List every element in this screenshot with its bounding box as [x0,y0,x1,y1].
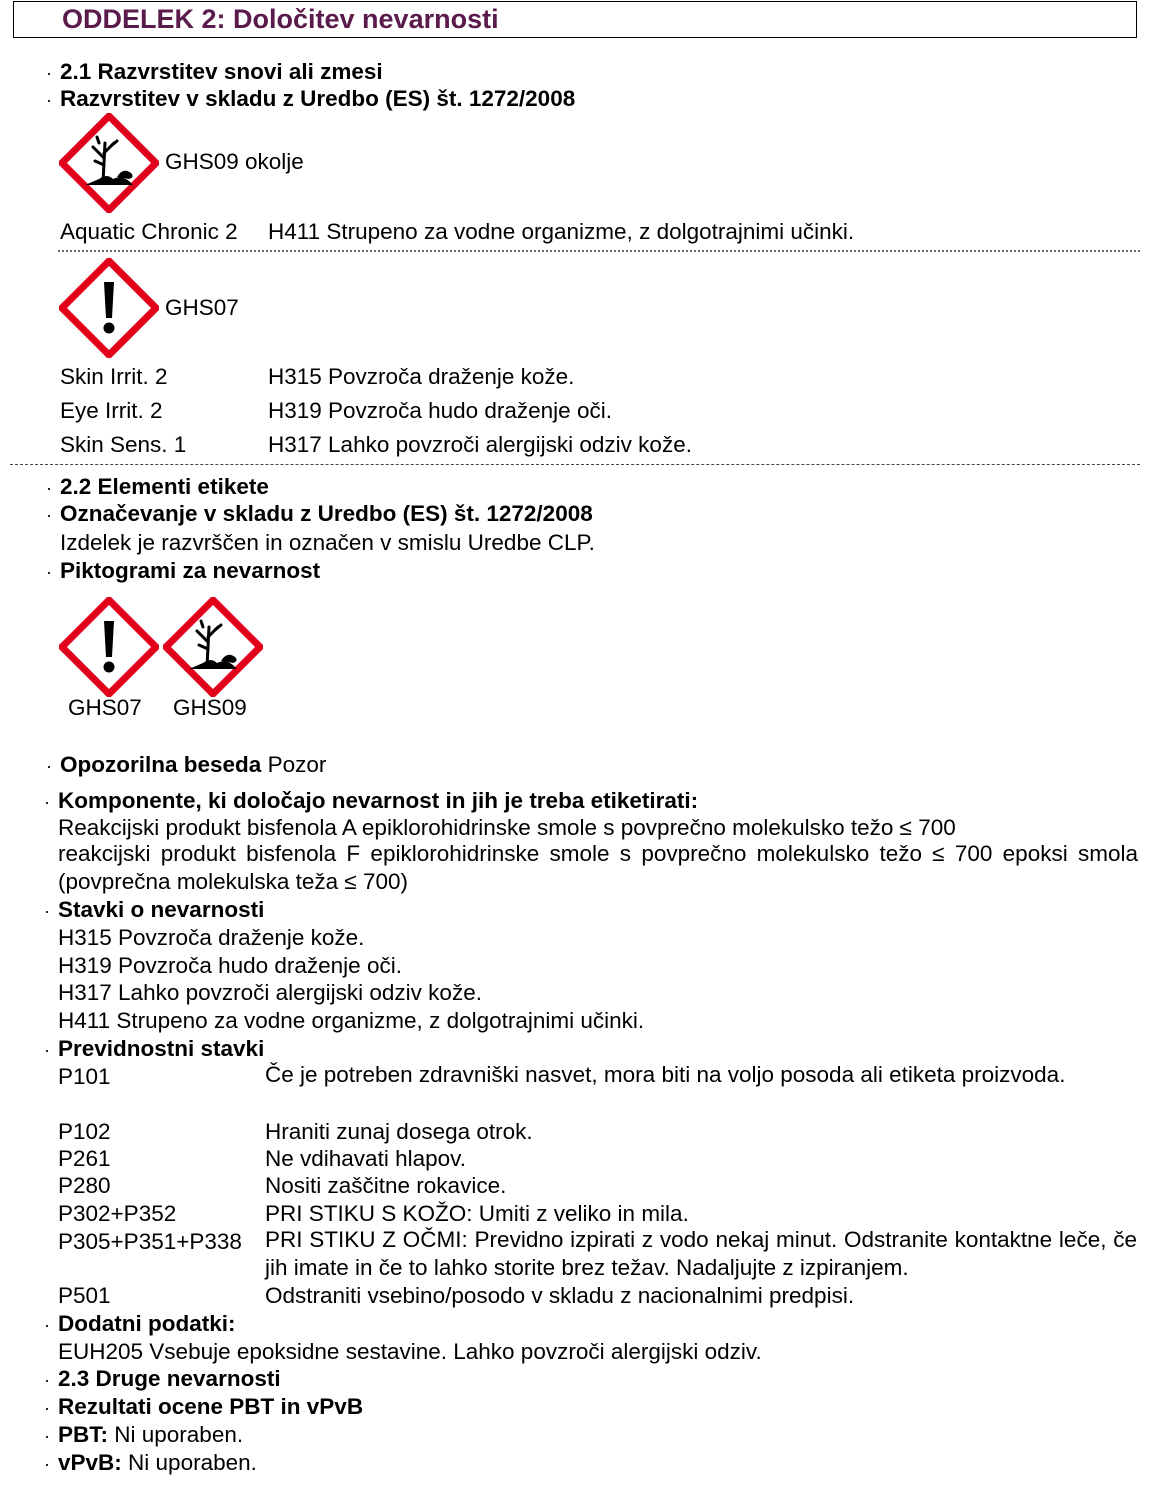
hazard-statement: H315 Povzroča draženje kože. [268,364,575,389]
heading-additional: Dodatni podatki: [58,1311,236,1336]
hazard-statement: H317 Lahko povzroči alergijski odziv kože. [268,432,692,457]
pbt-value: Ni uporaben. [114,1422,244,1447]
hazard-statement: H315 Povzroča draženje kože. [58,925,365,950]
precaution-text: Če je potreben zdravniški nasvet, mora biti na voljo posoda ali etiketa proizvoda. [265,1062,1066,1087]
pictogram-label: GHS07 [165,295,239,320]
classification-class: Skin Irrit. 2 [60,364,168,389]
heading-precautions: Previdnostni stavki [58,1036,265,1061]
precaution-text: Nositi zaščitne rokavice. [265,1173,507,1198]
hazard-statement: H317 Lahko povzroči alergijski odziv kože. [58,980,482,1005]
precaution-text: PRI STIKU S KOŽO: Umiti z veliko in mila. [265,1201,689,1226]
heading-hazard-statements: Stavki o nevarnosti [58,897,265,922]
precaution-code: P101 [58,1064,111,1089]
dotted-separator [58,250,1140,252]
additional-text: EUH205 Vsebuje epoksidne sestavine. Lahko povzroči alergijski odziv. [58,1339,762,1364]
pbt-label: PBT: [58,1422,108,1447]
bullet-dot: · [46,90,52,110]
bullet-dot: · [44,792,50,812]
precaution-text: PRI STIKU Z OČMI: Previdno izpirati z vodo nekaj minut. Odstranite kontaktne leče, če jih imate in če to lahko storite brez težav. Nadaljujte z izpiranjem. [265,1227,1137,1280]
bullet-dot: · [44,1370,50,1390]
heading-components: Komponente, ki določajo nevarnost in jih je treba etiketirati: [58,788,699,813]
bullet-dot: · [46,562,52,582]
environment-pictogram-icon [163,597,263,697]
heading-pictograms: Piktogrami za nevarnost [60,558,321,583]
classification-class: Eye Irrit. 2 [60,398,163,423]
hazard-statement: H319 Povzroča hudo draženje oči. [268,398,612,423]
component-item: reakcijski produkt bisfenola F epiklorohidrinske smole s povprečno molekulsko težo ≤ 700 epoksi smola (povprečna molekulska teža ≤ 700) [58,841,1138,894]
heading-labelling: Označevanje v skladu z Uredbo (ES) št. 1272/2008 [60,501,593,526]
signal-word: Pozor [267,752,327,777]
heading-2-2: 2.2 Elementi etikete [60,474,269,499]
precaution-code: P305+P351+P338 [58,1229,242,1254]
bullet-dot: · [44,1315,50,1335]
pictogram-label: GHS09 [173,695,247,720]
component-item: Reakcijski produkt bisfenola A epiklorohidrinske smole s povprečno molekulsko težo ≤ 700 [58,815,956,840]
environment-pictogram-icon [59,113,159,213]
precaution-code: P102 [58,1119,111,1144]
exclamation-pictogram-icon [59,597,159,697]
vpvb-label: vPvB: [58,1450,122,1475]
bullet-dot: · [44,901,50,921]
signal-word-row [60,754,326,777]
bullet-dot: · [44,1040,50,1060]
heading-pbt: Rezultati ocene PBT in vPvB [58,1394,364,1419]
precaution-text: Odstraniti vsebino/posodo v skladu z nacionalnimi predpisi. [265,1283,855,1308]
section-title-box [13,1,1137,38]
heading-classification: Razvrstitev v skladu z Uredbo (ES) št. 1272/2008 [60,86,576,111]
vpvb-row [58,1452,257,1475]
bullet-dot: · [44,1454,50,1474]
bullet-dot: · [46,505,52,525]
pbt-row [58,1424,243,1447]
vpvb-value: Ni uporaben. [128,1450,257,1475]
precaution-text: Ne vdihavati hlapov. [265,1146,466,1171]
precaution-text: Hraniti zunaj dosega otrok. [265,1119,533,1144]
signal-word-label: Opozorilna beseda [60,752,262,777]
bullet-dot: · [44,1398,50,1418]
bullet-dot: · [46,756,52,776]
pictogram-label: GHS09 okolje [165,149,304,174]
bullet-dot: · [46,63,52,83]
hazard-statement: H319 Povzroča hudo draženje oči. [58,953,402,978]
classification-class: Skin Sens. 1 [60,432,187,457]
classification-class: Aquatic Chronic 2 [60,219,238,244]
heading-2-3: 2.3 Druge nevarnosti [58,1366,281,1391]
bullet-dot: · [44,1426,50,1446]
precaution-code: P280 [58,1173,111,1198]
labelling-text: Izdelek je razvrščen in označen v smislu Uredbe CLP. [60,530,595,555]
hazard-statement: H411 Strupeno za vodne organizme, z dolgotrajnimi učinki. [268,219,855,244]
precaution-code: P501 [58,1283,111,1308]
section-title: ODDELEK 2: Določitev nevarnosti [62,4,499,34]
pictogram-label: GHS07 [68,695,142,720]
dashed-separator [10,464,1140,465]
exclamation-pictogram-icon [59,258,159,358]
hazard-statement: H411 Strupeno za vodne organizme, z dolgotrajnimi učinki. [58,1008,645,1033]
precaution-code: P261 [58,1146,111,1171]
precaution-code: P302+P352 [58,1201,177,1226]
heading-2-1: 2.1 Razvrstitev snovi ali zmesi [60,59,383,84]
bullet-dot: · [46,478,52,498]
